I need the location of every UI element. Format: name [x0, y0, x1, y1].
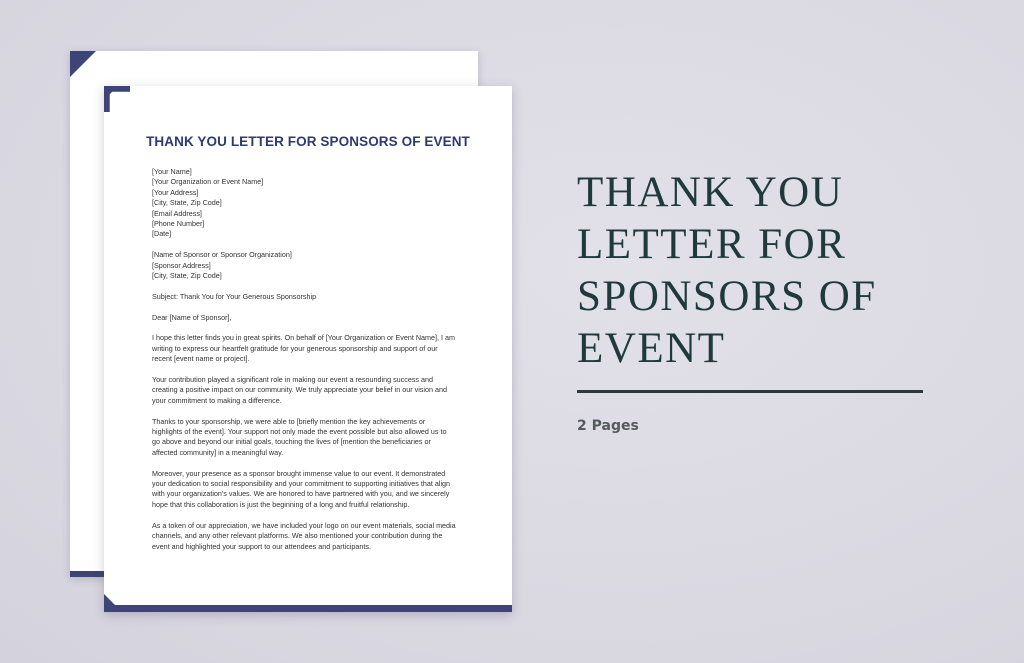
paragraph [152, 375, 470, 406]
front-page-preview [104, 86, 512, 612]
sender-line: [Your Name] [152, 167, 192, 176]
document-body [152, 167, 470, 562]
page-bottom-corner [104, 594, 122, 612]
promo-divider [577, 390, 923, 393]
subject-line: Subject: Thank You for Your Generous Sponsorship [152, 291, 317, 301]
promo-title-line: THANK YOU [577, 169, 844, 216]
page-count-label: 2 Pages [577, 418, 639, 434]
promo-title-line: SPONSORS OF [577, 273, 877, 320]
paragraph-line: creating a positive impact on our community. We truly appreciate your belief in our vision and [152, 385, 447, 395]
paragraph-line: affected community] in a meaningful way. [152, 447, 284, 457]
sender-line: [Date] [152, 229, 172, 239]
paragraph-line: As a token of our appreciation, we have included your logo on our event materials, social media [152, 520, 456, 530]
paragraph-line: go above and beyond our initial goals, touching the lives of [mention the beneficiaries or [152, 437, 431, 447]
recipient-line: [Name of Sponsor or Sponsor Organization] [152, 250, 292, 260]
paragraph-line: event and highlighted your support to our attendees and participants. [152, 541, 371, 551]
sender-line: [Email Address] [152, 208, 202, 218]
paragraph-line: writing to express our heartfelt gratitude for your generous sponsorship and support of our [152, 343, 438, 353]
paragraph [152, 469, 470, 511]
paragraph-line: with your organization's values. We are honored to have partnered with you, and we sincerely [152, 489, 450, 499]
promo-title [577, 167, 997, 375]
paragraph [152, 333, 470, 364]
paragraph-line: channels, and any other relevant platforms. We also mentioned your contribution during the [152, 531, 443, 541]
document-title: THANK YOU LETTER FOR SPONSORS OF EVENT [146, 134, 470, 149]
page-corner-triangle [104, 86, 118, 100]
recipient-line: [City, State, Zip Code] [152, 271, 222, 281]
paragraph-line: recent [event name or project]. [152, 354, 250, 364]
promo-title-line: EVENT [577, 325, 726, 372]
sender-line: [City, State, Zip Code] [152, 198, 222, 208]
sender-line: [Your Organization or Event Name] [152, 177, 264, 187]
promo-title-line: LETTER FOR [577, 221, 847, 268]
sender-line: [Your Address] [152, 187, 199, 197]
page-bottom-band [104, 605, 512, 612]
paragraph [152, 417, 470, 459]
paragraph-line: I hope this letter finds you in great spirits. On behalf of [Your Organization or Event Name], I am [152, 333, 455, 343]
paragraph-line: Your contribution played a significant role in making our event a resounding success and [152, 375, 434, 385]
sender-line: [Phone Number] [152, 219, 205, 229]
paragraph-line: your commitment to making a difference. [152, 395, 282, 405]
paragraph-line: your dedication to social responsibility and your commitment to supporting initiatives that align [152, 479, 451, 489]
paragraph-line: highlights of the event]. Your support not only made the event possible but also allowed us to [152, 427, 447, 437]
salutation: Dear [Name of Sponsor], [152, 312, 232, 322]
paragraph [152, 521, 470, 552]
paragraph-line: hope that this collaboration is just the beginning of a long and fruitful relationship. [152, 499, 410, 509]
recipient-line: [Sponsor Address] [152, 260, 211, 270]
recipient-block [152, 250, 470, 281]
paragraph-line: Moreover, your presence as a sponsor brought immense value to our event. It demonstrated [152, 468, 446, 478]
paragraph-line: Thanks to your sponsorship, we were able to [briefly mention the key achievements or [152, 416, 426, 426]
page-corner-ornament [70, 51, 96, 77]
sender-block [152, 167, 470, 240]
